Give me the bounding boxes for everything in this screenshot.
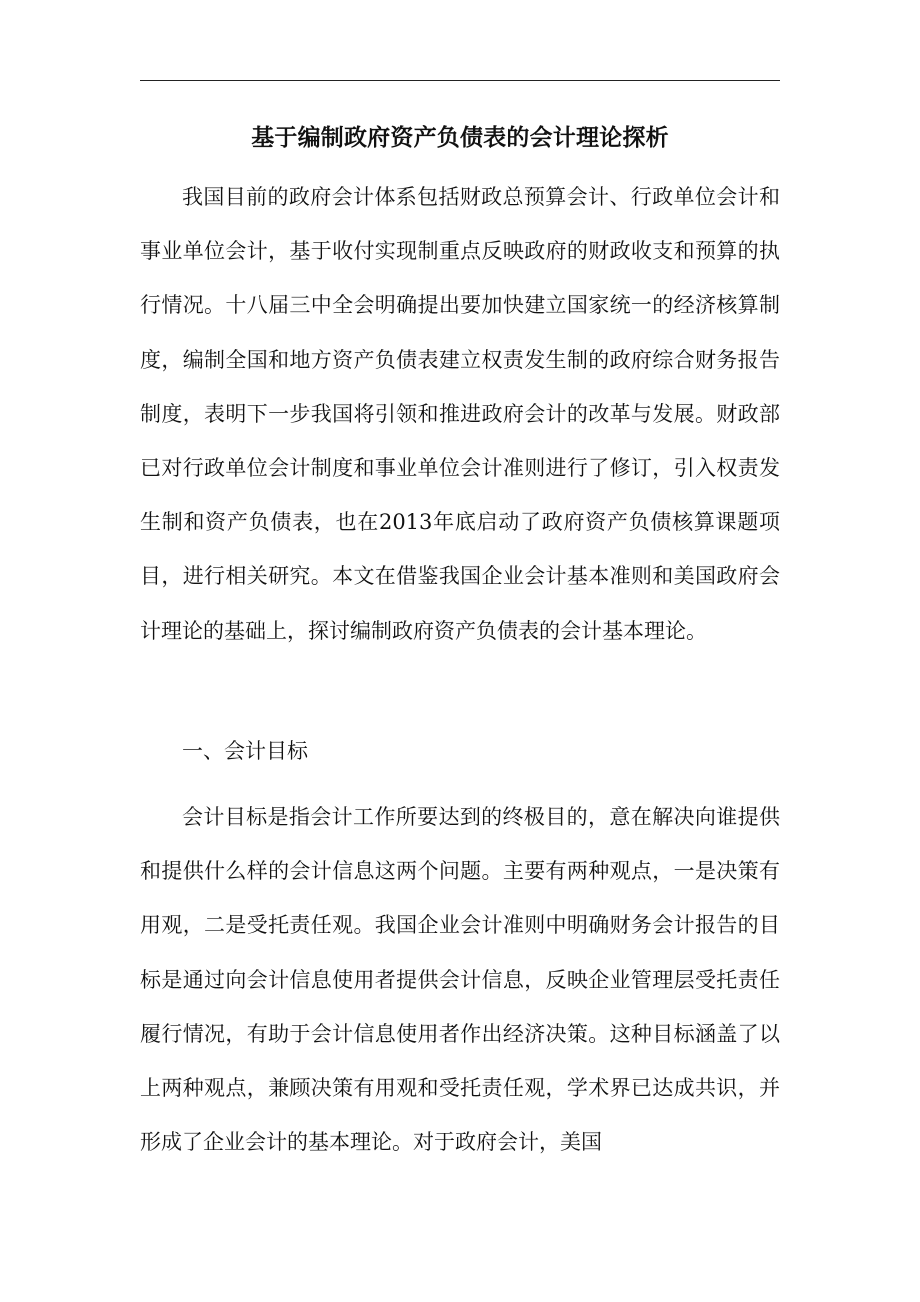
header-divider <box>140 80 780 81</box>
section-paragraph: 会计目标是指会计工作所要达到的终极目的，意在解决向谁提供和提供什么样的会计信息这两个问题。主要有两种观点，一是决策有用观，二是受托责任观。我国企业会计准则中明确财务会计报告的目标是通过向会计信息使用者提供会计信息，反映企业管理层受托责任履行情况，有助于会计信息使用者作出经济决策。这种目标涵盖了以上两种观点，兼顾决策有用观和受托责任观，学术界已达成共识，并形成了企业会计的基本理论。对于政府会计，美国 <box>140 805 780 1155</box>
intro-paragraph: 我国目前的政府会计体系包括财政总预算会计、行政单位会计和事业单位会计，基于收付实现制重点反映政府的财政收支和预算的执行情况。十八届三中全会明确提出要加快建立国家统一的经济核算制度，编制全国和地方资产负债表建立权责发生制的政府综合财务报告制度，表明下一步我国将引领和推进政府会计的改革与发展。财政部已对行政单位会计制度和事业单位会计准则进行了修订，引入权责发生制和资产负债表，也在2013年底启动了政府资产负债核算课题项目，进行相关研究。本文在借鉴我国企业会计基本准则和美国政府会计理论的基础上，探讨编制政府资产负债表的会计基本理论。 <box>140 185 780 643</box>
document-title: 基于编制政府资产负债表的会计理论探析 <box>251 124 669 151</box>
section-heading: 一、会计目标 <box>182 739 308 763</box>
